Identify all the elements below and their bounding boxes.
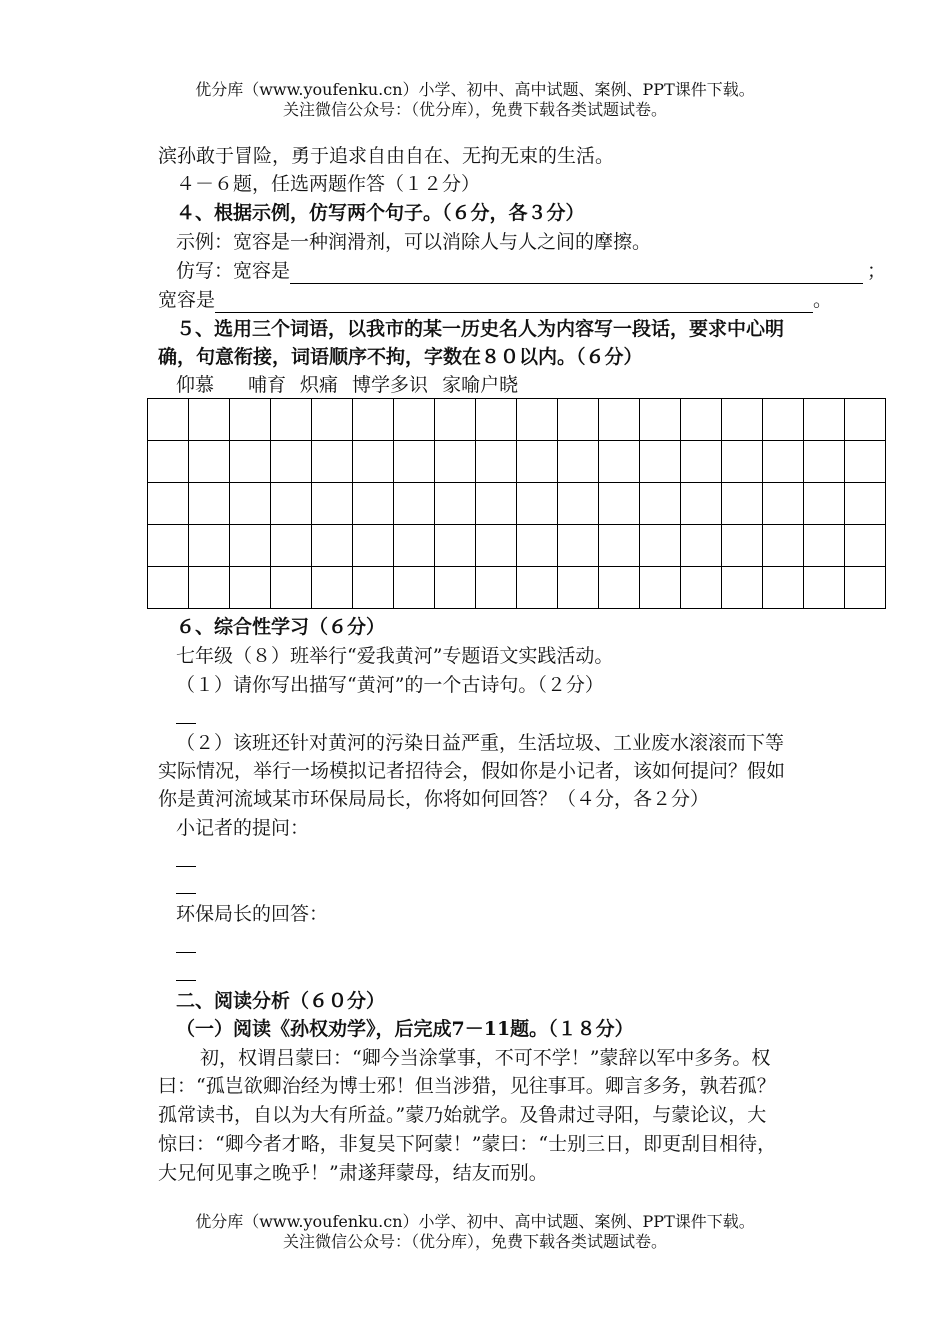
q6-sub1: （１）请你写出描写“黄河”的一个古诗句。（２分） <box>176 674 604 696</box>
grid-cell[interactable] <box>845 567 886 609</box>
q6-title: ６、综合性学习（６分） <box>176 616 386 638</box>
grid-cell[interactable] <box>435 441 476 483</box>
grid-cell[interactable] <box>435 483 476 525</box>
grid-row <box>148 399 886 441</box>
grid-cell[interactable] <box>517 441 558 483</box>
grid-cell[interactable] <box>230 399 271 441</box>
grid-cell[interactable] <box>189 525 230 567</box>
grid-cell[interactable] <box>394 399 435 441</box>
grid-cell[interactable] <box>517 567 558 609</box>
grid-cell[interactable] <box>148 483 189 525</box>
q4-imitate-prefix: 仿写：宽容是 <box>176 260 291 282</box>
q5-word: 家喻户晓 <box>442 374 519 396</box>
grid-cell[interactable] <box>722 483 763 525</box>
grid-cell[interactable] <box>599 567 640 609</box>
grid-cell[interactable] <box>804 525 845 567</box>
grid-cell[interactable] <box>763 525 804 567</box>
grid-cell[interactable] <box>353 483 394 525</box>
grid-cell[interactable] <box>312 399 353 441</box>
intro-line: 滨孙敢于冒险，勇于追求自由自在、无拘无束的生活。 <box>158 145 615 167</box>
grid-cell[interactable] <box>476 483 517 525</box>
grid-cell[interactable] <box>476 567 517 609</box>
footer-line-1: 优分库（www.youfenku.cn）小学、初中、高中试题、案例、PPT课件下载。 <box>195 1212 755 1231</box>
grid-cell[interactable] <box>517 525 558 567</box>
q6-director-blank-2[interactable] <box>176 980 196 981</box>
grid-cell[interactable] <box>640 483 681 525</box>
grid-cell[interactable] <box>271 399 312 441</box>
grid-cell[interactable] <box>189 483 230 525</box>
q5-word: 哺育 <box>248 374 287 396</box>
grid-cell[interactable] <box>763 399 804 441</box>
grid-cell[interactable] <box>722 441 763 483</box>
grid-cell[interactable] <box>640 567 681 609</box>
passage-line-4: 惊曰：“卿今者才略，非复吴下阿蒙！”蒙曰：“士别三日，即更刮目相待， <box>158 1133 777 1155</box>
grid-cell[interactable] <box>558 441 599 483</box>
q4-second-blank[interactable] <box>215 290 813 313</box>
grid-cell[interactable] <box>722 567 763 609</box>
grid-cell[interactable] <box>394 525 435 567</box>
header-line-2: 关注微信公众号：（优分库），免费下载各类试题试卷。 <box>282 100 667 119</box>
grid-cell[interactable] <box>312 483 353 525</box>
grid-cell[interactable] <box>148 399 189 441</box>
writing-grid[interactable] <box>147 398 886 609</box>
q4-second-line <box>158 287 832 313</box>
q6-reporter-label: 小记者的提问： <box>176 817 310 839</box>
grid-cell[interactable] <box>640 441 681 483</box>
grid-cell[interactable] <box>599 483 640 525</box>
q4-imitate-line <box>176 258 886 284</box>
grid-cell[interactable] <box>271 483 312 525</box>
grid-cell[interactable] <box>681 441 722 483</box>
grid-row <box>148 567 886 609</box>
footer-line-2: 关注微信公众号：（优分库），免费下载各类试题试卷。 <box>282 1232 667 1251</box>
q5-word: 炽痛 <box>300 374 339 396</box>
grid-cell[interactable] <box>189 399 230 441</box>
q6-sub1-answer-blank[interactable] <box>176 723 196 724</box>
grid-cell[interactable] <box>189 567 230 609</box>
grid-cell[interactable] <box>230 525 271 567</box>
q6-sub2-line-3: 你是黄河流域某市环保局局长，你将如何回答？（４分，各２分） <box>158 788 710 810</box>
grid-cell[interactable] <box>148 441 189 483</box>
grid-cell[interactable] <box>148 525 189 567</box>
grid-cell[interactable] <box>394 567 435 609</box>
grid-cell[interactable] <box>435 399 476 441</box>
grid-cell[interactable] <box>845 441 886 483</box>
passage-line-2: 曰：“孤岂欲卿治经为博士邪！但当涉猎，见往事耳。卿言多务，孰若孤？ <box>158 1075 776 1097</box>
grid-row <box>148 483 886 525</box>
grid-cell[interactable] <box>476 399 517 441</box>
grid-cell[interactable] <box>845 525 886 567</box>
grid-cell[interactable] <box>271 567 312 609</box>
grid-cell[interactable] <box>558 525 599 567</box>
grid-cell[interactable] <box>681 483 722 525</box>
grid-cell[interactable] <box>353 525 394 567</box>
grid-cell[interactable] <box>722 399 763 441</box>
grid-cell[interactable] <box>230 483 271 525</box>
grid-cell[interactable] <box>558 483 599 525</box>
grid-row <box>148 441 886 483</box>
grid-cell[interactable] <box>353 441 394 483</box>
q4-example: 示例：宽容是一种润滑剂，可以消除人与人之间的摩擦。 <box>176 231 652 253</box>
q4-title: ４、根据示例，仿写两个句子。（６分，各３分） <box>176 202 585 224</box>
grid-cell[interactable] <box>763 441 804 483</box>
grid-cell[interactable] <box>353 567 394 609</box>
q6-intro: 七年级（８）班举行“爱我黄河”专题语文实践活动。 <box>176 645 614 667</box>
grid-cell[interactable] <box>845 483 886 525</box>
grid-cell[interactable] <box>640 525 681 567</box>
grid-cell[interactable] <box>722 525 763 567</box>
grid-cell[interactable] <box>804 399 845 441</box>
passage-line-1: 初，权谓吕蒙曰：“卿今当涂掌事，不可不学！”蒙辞以军中多务。权 <box>200 1047 771 1069</box>
grid-cell[interactable] <box>599 399 640 441</box>
grid-cell[interactable] <box>681 399 722 441</box>
q6-director-label: 环保局长的回答： <box>176 903 329 925</box>
passage-line-5: 大兄何见事之晚乎！”肃遂拜蒙母，结友而别。 <box>158 1162 548 1184</box>
section2-part1-title: （一）阅读《孙权劝学》，后完成7－11题。（１８分） <box>176 1018 634 1040</box>
q4-second-prefix: 宽容是 <box>158 289 216 311</box>
grid-cell[interactable] <box>804 441 845 483</box>
q5-word-list <box>176 372 532 398</box>
grid-cell[interactable] <box>271 525 312 567</box>
q6-reporter-blank-1[interactable] <box>176 866 196 867</box>
grid-cell[interactable] <box>763 567 804 609</box>
grid-cell[interactable] <box>681 567 722 609</box>
q6-director-blank-1[interactable] <box>176 952 196 953</box>
grid-cell[interactable] <box>230 441 271 483</box>
q6-reporter-blank-2[interactable] <box>176 893 196 894</box>
choose-note: ４－６题，任选两题作答（１２分） <box>176 173 481 195</box>
q5-word: 仰慕 <box>176 374 215 396</box>
q4-second-end: 。 <box>813 289 833 311</box>
grid-cell[interactable] <box>148 567 189 609</box>
q5-title-line-1: ５、选用三个词语，以我市的某一历史名人为内容写一段话，要求中心明 <box>176 318 785 340</box>
q6-sub2-line-1: （２）该班还针对黄河的污染日益严重，生活垃圾、工业废水滚滚而下等 <box>176 732 785 754</box>
grid-row <box>148 525 886 567</box>
grid-cell[interactable] <box>271 441 312 483</box>
header-line-1: 优分库（www.youfenku.cn）小学、初中、高中试题、案例、PPT课件下载。 <box>195 80 755 99</box>
section2-title: 二、阅读分析（６０分） <box>176 990 386 1012</box>
q4-imitate-blank[interactable] <box>290 261 863 284</box>
grid-cell[interactable] <box>845 399 886 441</box>
grid-cell[interactable] <box>230 567 271 609</box>
grid-cell[interactable] <box>312 441 353 483</box>
grid-cell[interactable] <box>476 525 517 567</box>
q4-imitate-end: ； <box>867 260 887 282</box>
grid-cell[interactable] <box>517 483 558 525</box>
grid-cell[interactable] <box>435 567 476 609</box>
grid-cell[interactable] <box>517 399 558 441</box>
grid-cell[interactable] <box>599 441 640 483</box>
grid-cell[interactable] <box>394 483 435 525</box>
q5-title-line-2: 确，句意衔接，词语顺序不拘，字数在８０以内。（６分） <box>158 346 643 368</box>
grid-cell[interactable] <box>681 525 722 567</box>
q5-word: 博学多识 <box>352 374 429 396</box>
grid-cell[interactable] <box>476 441 517 483</box>
grid-cell[interactable] <box>640 399 681 441</box>
grid-cell[interactable] <box>394 441 435 483</box>
grid-cell[interactable] <box>353 399 394 441</box>
grid-cell[interactable] <box>312 525 353 567</box>
grid-cell[interactable] <box>312 567 353 609</box>
grid-cell[interactable] <box>763 483 804 525</box>
grid-cell[interactable] <box>804 567 845 609</box>
grid-cell[interactable] <box>599 525 640 567</box>
grid-cell[interactable] <box>189 441 230 483</box>
q6-sub2-line-2: 实际情况，举行一场模拟记者招待会，假如你是小记者，该如何提问？假如 <box>158 760 786 782</box>
passage-line-3: 孤常读书，自以为大有所益。”蒙乃始就学。及鲁肃过寻阳，与蒙论议，大 <box>158 1104 767 1126</box>
grid-cell[interactable] <box>804 483 845 525</box>
grid-cell[interactable] <box>558 399 599 441</box>
grid-cell[interactable] <box>558 567 599 609</box>
grid-cell[interactable] <box>435 525 476 567</box>
